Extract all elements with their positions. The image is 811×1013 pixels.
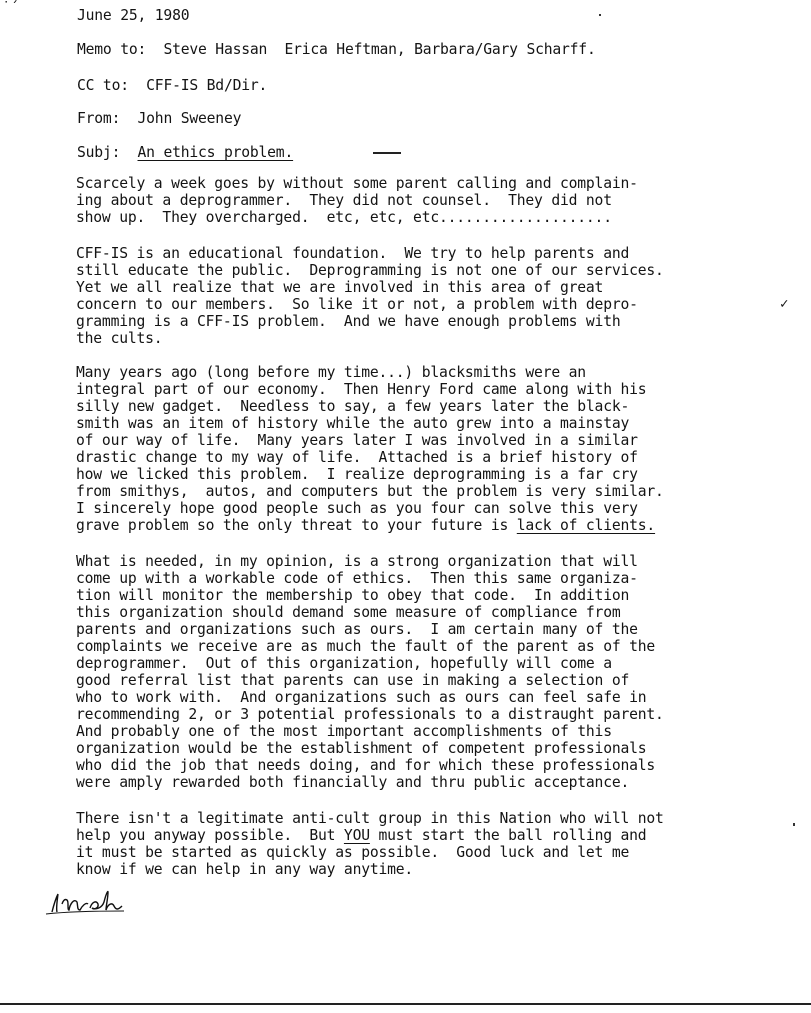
- memo-to-label: Memo to:: [77, 41, 147, 58]
- paragraph-2-line-1: CFF-IS is an educational foundation. We try to help parents and: [76, 245, 630, 262]
- paragraph-4-line-12: organization would be the establishment of competent professionals: [76, 740, 647, 757]
- paragraph-4-line-8: good referral list that parents can use in making a selection of: [76, 672, 630, 689]
- paragraph-4-line-11: And probably one of the most important accomplishments of this: [76, 723, 612, 740]
- paragraph-3-line-10: [76, 517, 655, 534]
- paragraph-2-line-2: still educate the public. Deprogramming is not one of our services.: [76, 262, 664, 279]
- paragraph-3-line-6: drastic change to my way of life. Attached is a brief history of: [76, 449, 638, 466]
- paragraph-4-line-14: were amply rewarded both financially and thru public acceptance.: [76, 774, 630, 791]
- memo-subject-value: An ethics problem.: [137, 144, 294, 161]
- paragraph-3-line-2: integral part of our economy. Then Henry Ford came along with his: [76, 381, 647, 398]
- memo-date: June 25, 1980: [77, 7, 190, 24]
- memo-cc-line: [77, 77, 267, 94]
- bottom-rule: [0, 1003, 811, 1005]
- paragraph-1-line-1: Scarcely a week goes by without some parent calling and complain-: [76, 175, 638, 192]
- paragraph-4-line-4: this organization should demand some measure of compliance from: [76, 604, 621, 621]
- memo-from-label: From:: [77, 110, 121, 127]
- paragraph-5-line-1: There isn't a legitimate anti-cult group in this Nation who will not: [76, 810, 664, 827]
- paragraph-3-line-3: silly new gadget. Needless to say, a few years later the black-: [76, 398, 630, 415]
- memo-subject-line: [77, 144, 293, 161]
- paragraph-4-line-2: come up with a workable code of ethics. Then this same organiza-: [76, 570, 638, 587]
- memo-to-value: Steve Hassan Erica Heftman, Barbara/Gary Scharff.: [163, 41, 596, 58]
- paragraph-3-line-4: smith was an item of history while the auto grew into a mainstay: [76, 415, 630, 432]
- paragraph-5-line-4: know if we can help in any way anytime.: [76, 861, 414, 878]
- underlined-lack-of-clients: lack of clients.: [516, 517, 656, 534]
- paragraph-4-line-3: tion will monitor the membership to obey that code. In addition: [76, 587, 630, 604]
- memo-from-line: [77, 110, 241, 127]
- paragraph-4-line-5: parents and organizations such as ours. I am certain many of the: [76, 621, 638, 638]
- memo-cc-value: CFF-IS Bd/Dir.: [146, 77, 268, 94]
- paragraph-2-line-6: the cults.: [76, 330, 163, 347]
- paragraph-3-line-10-text: grave problem so the only threat to your future is: [76, 517, 517, 534]
- memo-cc-label: CC to:: [77, 77, 129, 94]
- stray-dot: [599, 14, 601, 16]
- margin-check-mark: ✓: [780, 296, 789, 312]
- paragraph-4-line-10: recommending 2, or 3 potential professionals to a distraught parent.: [76, 706, 664, 723]
- paragraph-3-line-7: how we licked this problem. I realize deprogramming is a far cry: [76, 466, 638, 483]
- paragraph-1-line-2: ing about a deprogrammer. They did not counsel. They did not: [76, 192, 612, 209]
- paragraph-3-line-1: Many years ago (long before my time...) blacksmiths were an: [76, 364, 586, 381]
- subject-dash-mark: [373, 152, 401, 154]
- corner-tick-mark: ˙´: [2, 0, 19, 16]
- stray-dot-right: [793, 823, 795, 826]
- underlined-you: YOU: [343, 827, 370, 844]
- paragraph-5-line-3: it must be started as quickly as possible. Good luck and let me: [76, 844, 630, 861]
- paragraph-3-line-9: I sincerely hope good people such as you four can solve this very: [76, 500, 638, 517]
- paragraph-3-line-8: from smithys, autos, and computers but the problem is very similar.: [76, 483, 664, 500]
- paragraph-2-line-3: Yet we all realize that we are involved in this area of great: [76, 279, 604, 296]
- paragraph-4-line-9: who to work with. And organizations such as ours can feel safe in: [76, 689, 647, 706]
- paragraph-4-line-6: complaints we receive are as much the fault of the parent as of the: [76, 638, 656, 655]
- paragraph-4-line-1: What is needed, in my opinion, is a strong organization that will: [76, 553, 638, 570]
- paragraph-5-line-2-suffix: must start the ball rolling and: [369, 827, 647, 844]
- paragraph-4-line-7: deprogrammer. Out of this organization, hopefully will come a: [76, 655, 612, 672]
- memo-subject-label: Subj:: [77, 144, 121, 161]
- paragraph-4-line-13: who did the job that needs doing, and for which these professionals: [76, 757, 656, 774]
- handwritten-signature: [44, 884, 126, 918]
- paragraph-3-line-5: of our way of life. Many years later I was involved in a similar: [76, 432, 638, 449]
- paragraph-2-line-4: concern to our members. So like it or not, a problem with depro-: [76, 296, 638, 313]
- memo-from-value: John Sweeney: [137, 110, 242, 127]
- paragraph-5-line-2-prefix: help you anyway possible. But: [76, 827, 344, 844]
- memo-to-line: [77, 41, 596, 58]
- paragraph-5-line-2: [76, 827, 646, 844]
- paragraph-2-line-5: gramming is a CFF-IS problem. And we have enough problems with: [76, 313, 621, 330]
- paragraph-1-line-3: show up. They overcharged. etc, etc, etc....................: [76, 209, 612, 226]
